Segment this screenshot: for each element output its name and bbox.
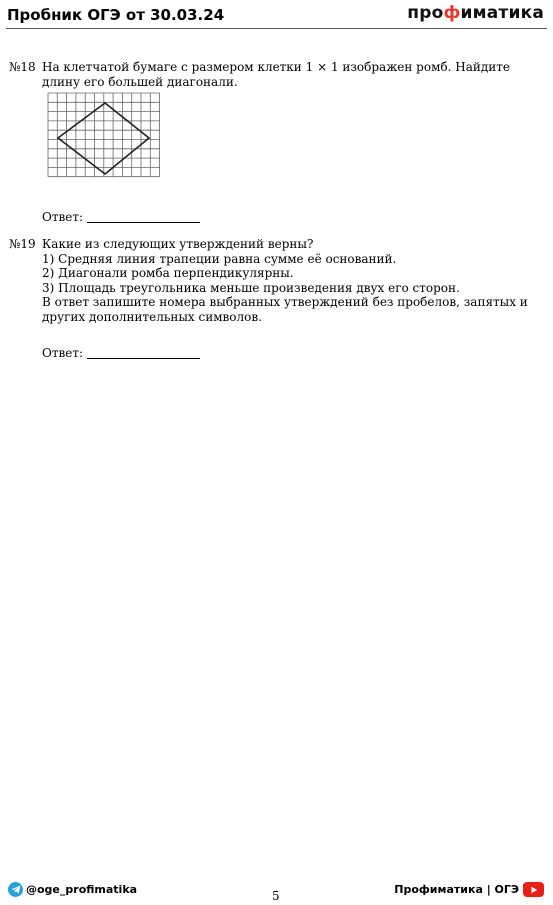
youtube-link[interactable]: [394, 882, 544, 897]
answer-field-18[interactable]: [42, 210, 200, 224]
answer-line[interactable]: [87, 358, 200, 359]
brand-logo-part2: иматика: [460, 3, 544, 23]
header-divider: [6, 28, 547, 29]
question-18-text: На клетчатой бумаге с размером клетки 1 × 1 изображен ромб. Найдите длину его большей диагонали.: [42, 60, 511, 89]
brand-logo-phi: ф: [443, 3, 461, 23]
statement-1: 1) Средняя линия трапеции равна сумме её оснований.: [42, 251, 397, 266]
question-19-intro: Какие из следующих утверждений верны?: [42, 237, 314, 251]
youtube-icon: [523, 882, 544, 897]
question-number: №19: [9, 237, 36, 251]
page-title: Пробник ОГЭ от 30.03.24: [7, 6, 225, 24]
answer-field-19[interactable]: [42, 346, 200, 360]
grid-lines: [48, 93, 160, 177]
footer-brand-label: Профиматика | ОГЭ: [394, 883, 519, 896]
answer-line[interactable]: [87, 222, 200, 223]
brand-logo-part1: про: [407, 3, 444, 23]
answer-label: Ответ:: [42, 346, 84, 360]
question-text: [42, 237, 545, 324]
social-handle: @oge_profimatika: [26, 883, 138, 896]
telegram-icon: [8, 882, 23, 897]
statement-2: 2) Диагонали ромба перпендикулярны.: [42, 266, 294, 280]
question-19-instruction: В ответ запишите номера выбранных утверждений без пробелов, запятых и других дополнительных символов.: [42, 295, 528, 324]
question-number: №18: [9, 60, 36, 74]
telegram-link[interactable]: [8, 882, 137, 897]
question-text: [42, 60, 545, 89]
rhombus-grid-figure: [47, 92, 160, 184]
statement-3: 3) Площадь треугольника меньше произведения двух его сторон.: [42, 280, 460, 295]
answer-label: Ответ:: [42, 210, 84, 224]
brand-logo: [407, 3, 544, 23]
page-number: 5: [272, 889, 280, 903]
